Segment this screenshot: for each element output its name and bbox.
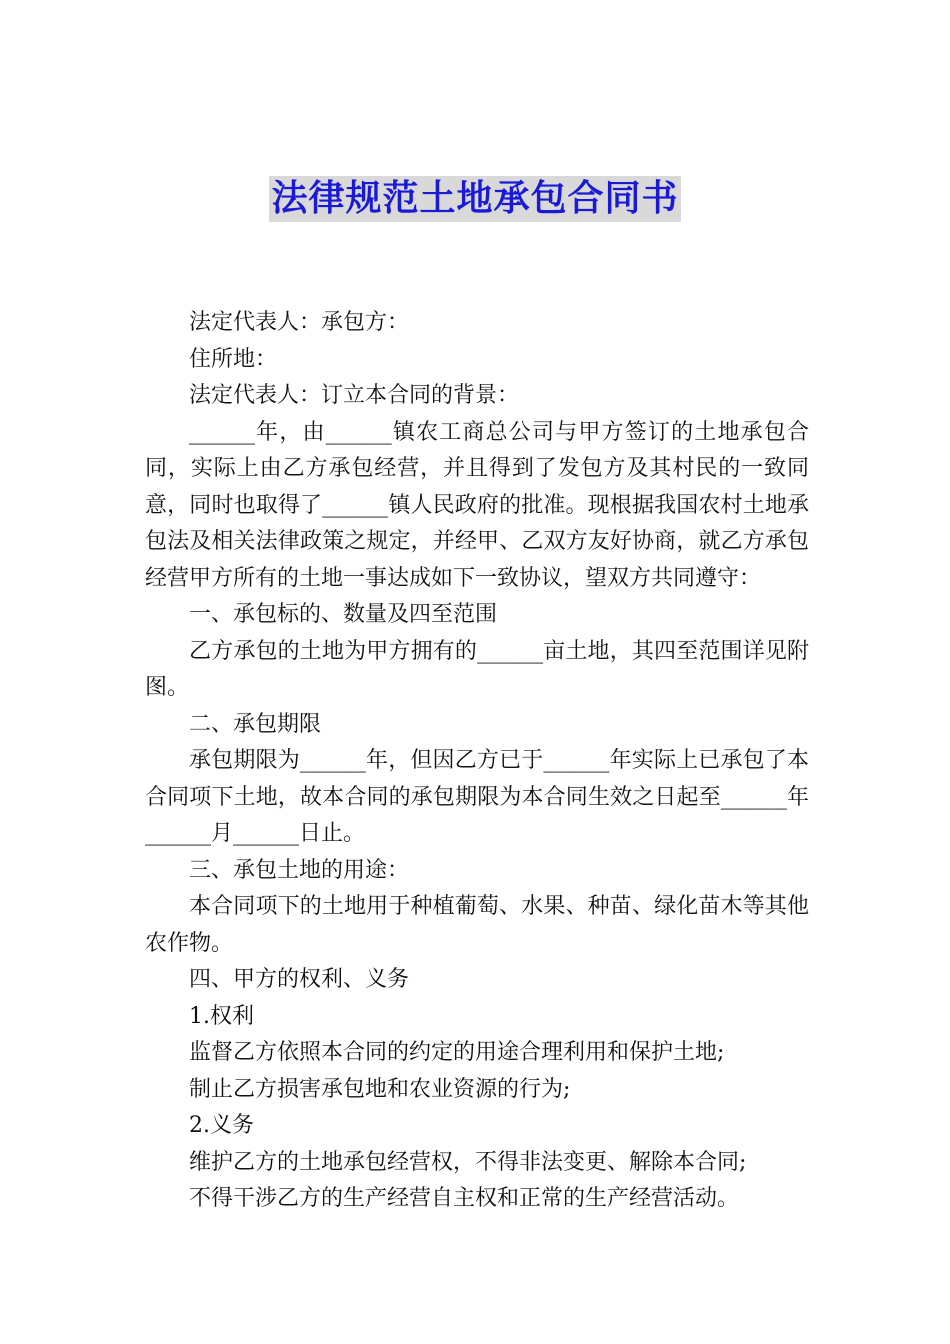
paragraph-section-3: 本合同项下的土地用于种植葡萄、水果、种苗、绿化苗木等其他农作物。 xyxy=(145,894,809,956)
section-heading-3: 三、承包土地的用途： xyxy=(189,857,410,883)
subheading-rights: 1.权利 xyxy=(189,1003,254,1029)
duties-item-2: 不得干涉乙方的生产经营自主权和正常的生产经营活动。 xyxy=(189,1186,740,1211)
section-heading-2: 二、承包期限 xyxy=(189,711,322,737)
subheading-duties: 2.义务 xyxy=(189,1113,254,1138)
title-container xyxy=(0,176,950,222)
paragraph-legal-rep-background: 法定代表人：订立本合同的背景： xyxy=(189,383,520,408)
paragraph-section-1: 乙方承包的土地为甲方拥有的______亩土地，其四至范围详见附图。 xyxy=(145,638,809,700)
paragraph-legal-rep-contractor: 法定代表人：承包方： xyxy=(189,310,410,335)
rights-item-2: 制止乙方损害承包地和农业资源的行为; xyxy=(189,1076,571,1102)
duties-item-1: 维护乙方的土地承包经营权，不得非法变更、解除本合同; xyxy=(189,1149,747,1175)
document-body xyxy=(145,305,809,1218)
document-title: 法律规范土地承包合同书 xyxy=(269,176,680,222)
rights-item-1: 监督乙方依照本合同的约定的用途合理利用和保护土地; xyxy=(189,1040,725,1065)
paragraph-section-2: 承包期限为______年，但因乙方已于______年实际上已承包了本合同项下土地，故本合同的承包期限为本合同生效之日起至______年______月______日止。 xyxy=(145,748,809,846)
paragraph-address: 住所地： xyxy=(189,346,278,372)
paragraph-background-text: ______年，由______镇农工商总公司与甲方签订的土地承包合同，实际上由乙方承包经营，并且得到了发包方及其村民的一致同意，同时也取得了______镇人民政府的批准。现根据我国农村土地承包法及相关法律政策之规定，并经甲、乙双方友好协商，就乙方承包经营甲方所有的土地一事达成如下一致协议，望双方共同遵守： xyxy=(145,419,809,591)
section-heading-4: 四、甲方的权利、义务 xyxy=(189,967,410,992)
section-heading-1: 一、承包标的、数量及四至范围 xyxy=(189,602,498,627)
